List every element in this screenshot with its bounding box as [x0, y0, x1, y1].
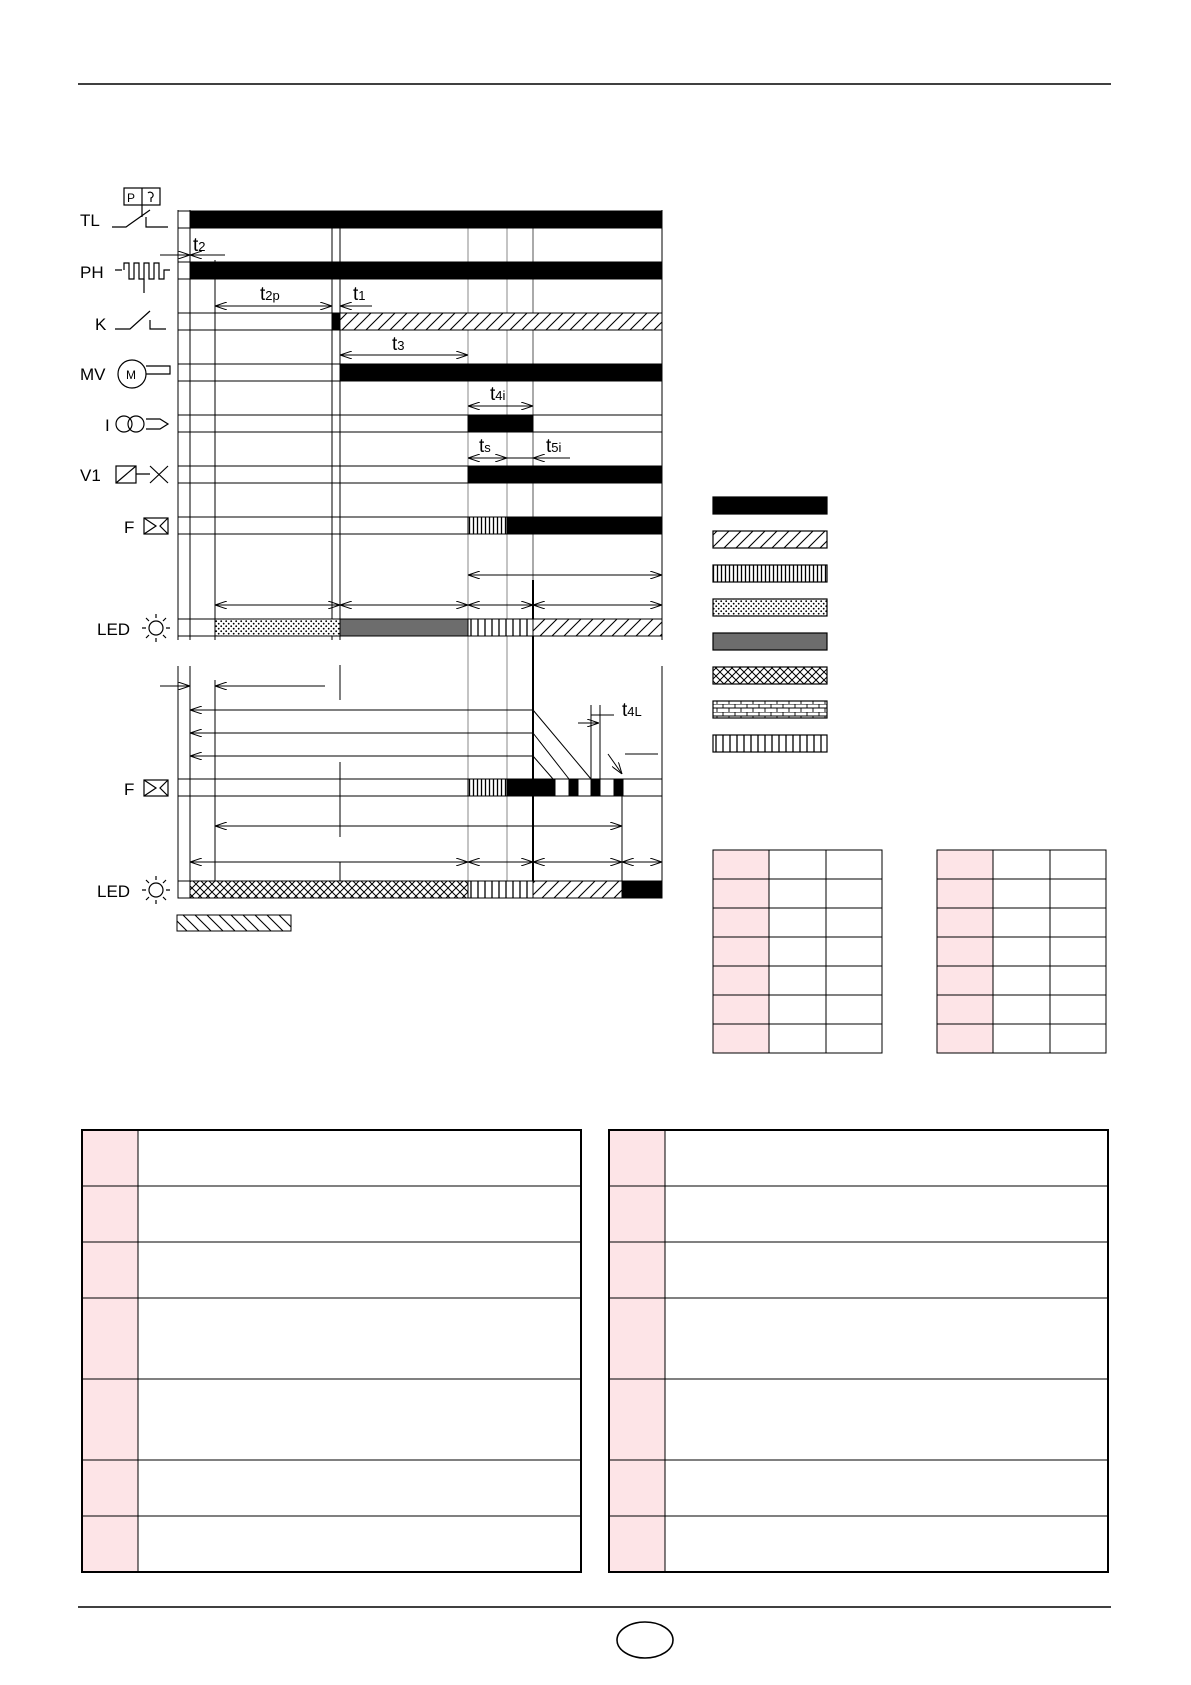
legend-dots: [713, 599, 827, 616]
notes-table-left-text-cell: [138, 1516, 581, 1572]
k-hatched: [340, 313, 662, 330]
mv-bar: [340, 364, 662, 381]
timing-ts: ts: [479, 436, 491, 457]
small-table-left-cell: [769, 937, 826, 966]
notes-table-left-text-cell: [138, 1460, 581, 1516]
notes-table-right-text-cell: [665, 1298, 1108, 1379]
notes-table-left-text-cell: [138, 1186, 581, 1242]
legend-grey: [713, 633, 827, 650]
icon-letter-m: M: [126, 368, 136, 382]
timing-t2p: t2p: [260, 284, 280, 305]
pulse-train-icon: [115, 263, 170, 293]
label-k: K: [95, 315, 107, 334]
small-table-left-cell: [769, 995, 826, 1024]
label-tl: TL: [80, 211, 100, 230]
notes-table-left-text-cell: [138, 1298, 581, 1379]
label-v1: V1: [80, 466, 101, 485]
small-table-right: [937, 850, 1106, 1053]
timing-t5i: t5i: [546, 436, 562, 457]
small-table-right-cell: [1050, 879, 1106, 908]
legend-vertical-sparse: [713, 735, 827, 752]
led1-grey: [340, 619, 468, 636]
small-table-right-cell: [993, 966, 1050, 995]
small-table-right-cell: [993, 850, 1050, 879]
notes-table-right-text-cell: [665, 1460, 1108, 1516]
small-table-left-cell: [769, 908, 826, 937]
legend-vertical-dense: [713, 565, 827, 582]
timing-arrows: [160, 255, 662, 862]
f1-bar: [507, 517, 662, 534]
pressure-thermostat-switch-icon: [112, 188, 168, 227]
icon-letter-p: P: [127, 191, 136, 205]
small-table-right-cell: [1050, 850, 1106, 879]
label-ph: PH: [80, 263, 104, 282]
notes-table-right-key-cell: [609, 1460, 665, 1516]
notes-table-left: [82, 1130, 581, 1572]
small-table-left-cell: [713, 850, 769, 879]
timing-t1: t1: [353, 284, 366, 305]
small-table-right-cell: [993, 937, 1050, 966]
small-table-right-cell: [993, 1024, 1050, 1053]
k-pulse: [332, 313, 340, 330]
small-table-left-cell: [769, 1024, 826, 1053]
tl-bar: [190, 211, 662, 228]
small-table-left-cell: [826, 966, 882, 995]
notes-table-right-text-cell: [665, 1186, 1108, 1242]
contact-switch-icon: [115, 311, 166, 329]
timing-t2: t2: [193, 235, 206, 256]
signal-labels: [80, 211, 134, 901]
small-table-left-cell: [826, 937, 882, 966]
notes-table-right-text-cell: [665, 1379, 1108, 1460]
notes-table-right-key-cell: [609, 1130, 665, 1186]
small-table-left-cell: [713, 995, 769, 1024]
page-number-oval: [617, 1622, 673, 1658]
label-f2: F: [124, 780, 135, 799]
notes-table-left-key-cell: [82, 1242, 138, 1298]
f2-blink-3: [614, 779, 623, 796]
solenoid-valve-icon: [116, 466, 168, 483]
f2-bar: [507, 779, 555, 796]
flame-sensor-icon: [144, 518, 168, 534]
notes-table-right-text-cell: [665, 1130, 1108, 1186]
notes-table-left-key-cell: [82, 1379, 138, 1460]
notes-table-right-text-cell: [665, 1242, 1108, 1298]
small-table-right-cell: [937, 1024, 993, 1053]
small-table-left-cell: [769, 850, 826, 879]
led2-vert: [468, 881, 533, 898]
ignition-transformer-icon: [116, 416, 168, 432]
lockout-key-swatch: [177, 915, 291, 931]
ph-bar: [190, 262, 662, 279]
small-table-left-cell: [713, 937, 769, 966]
small-table-right-cell: [937, 937, 993, 966]
small-table-right-cell: [1050, 995, 1106, 1024]
legend-crosshatch: [713, 667, 827, 684]
led2-cross: [190, 881, 468, 898]
small-table-left-cell: [713, 879, 769, 908]
pattern-legend: [713, 497, 827, 752]
small-table-right-cell: [1050, 1024, 1106, 1053]
signal-lanes: [178, 211, 662, 898]
notes-table-left-key-cell: [82, 1298, 138, 1379]
timing-t4l: t4L: [622, 700, 642, 721]
led1-vert: [468, 619, 533, 636]
label-i: I: [105, 416, 110, 435]
small-table-left-cell: [826, 908, 882, 937]
v1-bar: [468, 466, 662, 483]
small-table-right-cell: [1050, 908, 1106, 937]
small-table-left-cell: [713, 966, 769, 995]
f2-blink-1: [569, 779, 578, 796]
label-f1: F: [124, 518, 135, 537]
small-table-right-cell: [1050, 937, 1106, 966]
small-table-left-cell: [826, 850, 882, 879]
legend-solid: [713, 497, 827, 514]
small-table-right-cell: [937, 850, 993, 879]
i-bar: [468, 415, 533, 432]
small-table-left-cell: [826, 1024, 882, 1053]
f1-ramp: [468, 517, 507, 534]
notes-table-left-text-cell: [138, 1242, 581, 1298]
motor-icon: [118, 360, 170, 388]
legend-diagonal: [713, 531, 827, 548]
legend-brick: [713, 701, 827, 718]
led2-solid: [622, 881, 662, 898]
led2-diag: [533, 881, 622, 898]
small-table-right-cell: [993, 995, 1050, 1024]
small-table-left-cell: [713, 1024, 769, 1053]
flame-sensor-icon: [144, 780, 168, 796]
timing-t3: t3: [392, 334, 405, 355]
small-table-right-cell: [937, 879, 993, 908]
led-lamp-icon: [142, 614, 170, 642]
small-table-left-cell: [769, 966, 826, 995]
small-table-left-cell: [826, 879, 882, 908]
notes-table-left-key-cell: [82, 1186, 138, 1242]
notes-table-right-text-cell: [665, 1516, 1108, 1572]
small-table-left: [713, 850, 882, 1053]
notes-table-right-key-cell: [609, 1298, 665, 1379]
timing-t4i: t4i: [490, 384, 506, 405]
small-table-right-cell: [937, 966, 993, 995]
small-table-right-cell: [1050, 966, 1106, 995]
small-table-right-cell: [937, 995, 993, 1024]
small-table-left-cell: [713, 908, 769, 937]
notes-table-right-key-cell: [609, 1186, 665, 1242]
small-table-left-cell: [769, 879, 826, 908]
notes-table-right-key-cell: [609, 1379, 665, 1460]
notes-table-right: [609, 1130, 1108, 1572]
notes-table-left-key-cell: [82, 1516, 138, 1572]
label-led1: LED: [97, 620, 131, 639]
led-lamp-icon: [142, 876, 170, 904]
notes-table-right-key-cell: [609, 1516, 665, 1572]
small-table-right-cell: [993, 908, 1050, 937]
notes-table-left-key-cell: [82, 1460, 138, 1516]
led1-dots: [215, 619, 340, 636]
f2-ramp: [468, 779, 507, 796]
notes-table-right-key-cell: [609, 1242, 665, 1298]
label-led2: LED: [97, 882, 131, 901]
f2-blink-2: [591, 779, 600, 796]
led1-diag: [533, 619, 662, 636]
small-table-left-cell: [826, 995, 882, 1024]
notes-table-left-text-cell: [138, 1130, 581, 1186]
notes-table-left-text-cell: [138, 1379, 581, 1460]
small-table-right-cell: [993, 879, 1050, 908]
label-mv: MV: [80, 365, 106, 384]
notes-table-left-key-cell: [82, 1130, 138, 1186]
small-table-right-cell: [937, 908, 993, 937]
